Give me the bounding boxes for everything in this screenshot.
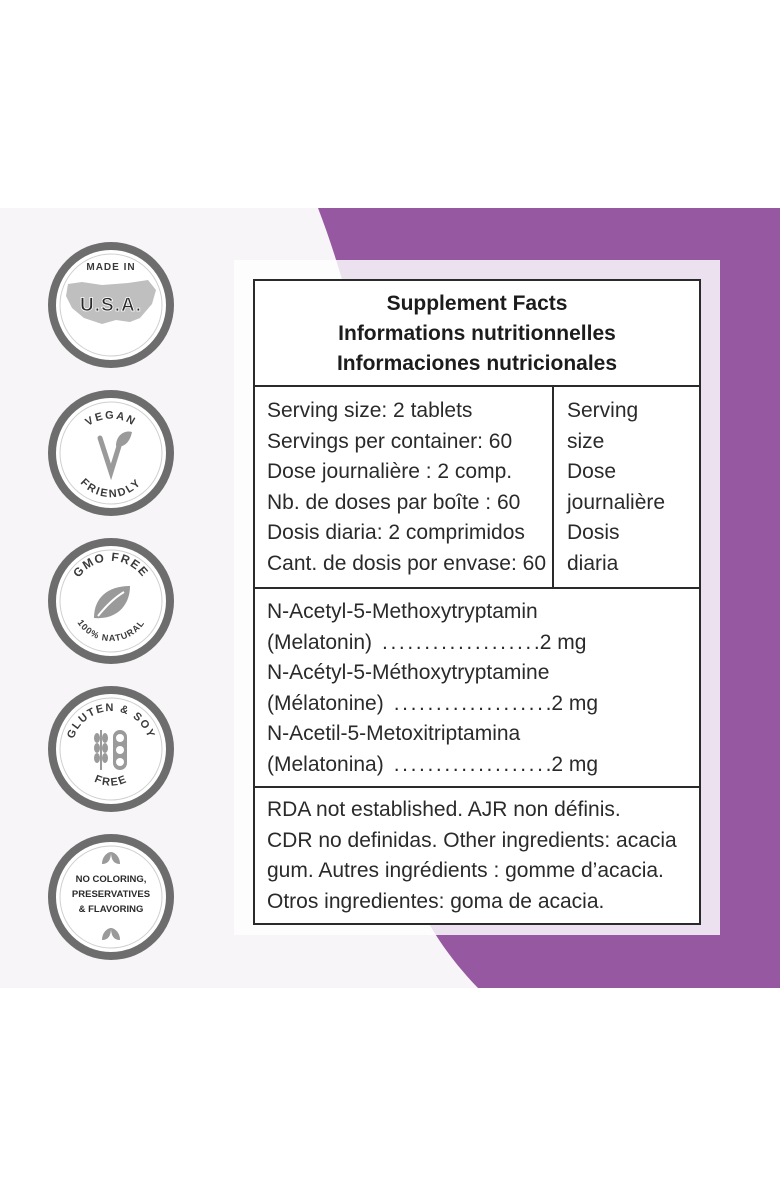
footer-line: gum. Autres ingrédients : gomme d’acacia. bbox=[267, 859, 664, 882]
made-in-usa-badge bbox=[44, 238, 178, 372]
serving-line: Nb. de doses par boîte : 60 bbox=[267, 490, 521, 514]
facts-title-block bbox=[255, 281, 699, 387]
gluten-soy-free-badge bbox=[44, 682, 178, 816]
badge-text-flavoring: & FLAVORING bbox=[78, 904, 144, 915]
dot-leader: .................. bbox=[393, 691, 546, 715]
ingredient-amount-row bbox=[267, 628, 699, 659]
ingredients-section bbox=[255, 589, 699, 788]
serving-header-line: Dose bbox=[567, 460, 617, 483]
ingredient-amount-row bbox=[267, 750, 699, 781]
serving-header-line: size bbox=[567, 429, 605, 453]
gmo-free-badge bbox=[44, 534, 178, 668]
badge-text-preservatives: PRESERVATIVES bbox=[71, 889, 151, 900]
serving-column-header bbox=[554, 387, 699, 587]
serving-line: Dose journalière : 2 comp. bbox=[267, 460, 513, 483]
footer-line: CDR no definidas. Other ingredients: acacia bbox=[267, 828, 677, 852]
badge-text-gmo-free: GMO FREE bbox=[70, 549, 152, 580]
badge-text-free: FREE bbox=[92, 773, 130, 789]
serving-line: Cant. de dosis por envase: 60 bbox=[267, 551, 547, 575]
facts-title-en: Supplement Facts bbox=[386, 292, 568, 315]
serving-header-line: Serving bbox=[567, 399, 639, 422]
ingredient-name: N-Acetil-5-Metoxitriptamina bbox=[267, 722, 521, 745]
ingredient-amount-row bbox=[267, 689, 699, 720]
footer-notes bbox=[255, 788, 699, 923]
supplement-facts-panel bbox=[253, 279, 701, 925]
serving-line: Serving size: 2 tablets bbox=[267, 399, 473, 422]
dot-leader: .................. bbox=[382, 630, 534, 654]
serving-header-line: Dosis bbox=[567, 521, 620, 544]
footer-line: RDA not established. AJR non définis. bbox=[267, 798, 621, 821]
serving-header-line: diaria bbox=[567, 551, 619, 575]
vegan-friendly-badge bbox=[44, 386, 178, 520]
badge-text-no-coloring: NO COLORING, bbox=[75, 874, 147, 885]
footer-line: Otros ingredientes: goma de acacia. bbox=[267, 889, 605, 913]
ingredient-amount: .2 mg bbox=[533, 630, 587, 654]
serving-header-line: journalière bbox=[567, 490, 666, 514]
ingredient-subname: (Melatonina) bbox=[267, 752, 384, 776]
ingredient-amount: .2 mg bbox=[545, 691, 599, 715]
ingredient-name: N-Acétyl-5-Méthoxytryptamine bbox=[267, 661, 550, 684]
ingredient-name: N-Acetyl-5-Methoxytryptamin bbox=[267, 600, 538, 623]
badge-text-vegan: VEGAN bbox=[83, 409, 139, 429]
serving-line: Servings per container: 60 bbox=[267, 429, 513, 453]
badge-text-natural: 100% NATURAL bbox=[75, 617, 147, 644]
badge-text-usa: U.S.A. bbox=[80, 295, 142, 316]
ingredient-amount: .2 mg bbox=[545, 752, 599, 776]
no-additives-badge bbox=[44, 830, 178, 964]
ingredient-subname: (Mélatonine) bbox=[267, 691, 384, 715]
badge-text-gluten-soy: GLUTEN & SOY bbox=[64, 701, 158, 741]
serving-line: Dosis diaria: 2 comprimidos bbox=[267, 521, 525, 544]
facts-title-fr: Informations nutritionnelles bbox=[338, 322, 616, 345]
serving-section bbox=[255, 387, 699, 589]
badge-text-made-in: MADE IN bbox=[86, 262, 136, 273]
dot-leader: .................. bbox=[393, 752, 546, 776]
serving-info bbox=[255, 387, 554, 587]
badge-text-friendly: FRIENDLY bbox=[77, 476, 145, 501]
facts-title-es: Informaciones nutricionales bbox=[336, 352, 618, 375]
ingredient-subname: (Melatonin) bbox=[267, 630, 373, 654]
